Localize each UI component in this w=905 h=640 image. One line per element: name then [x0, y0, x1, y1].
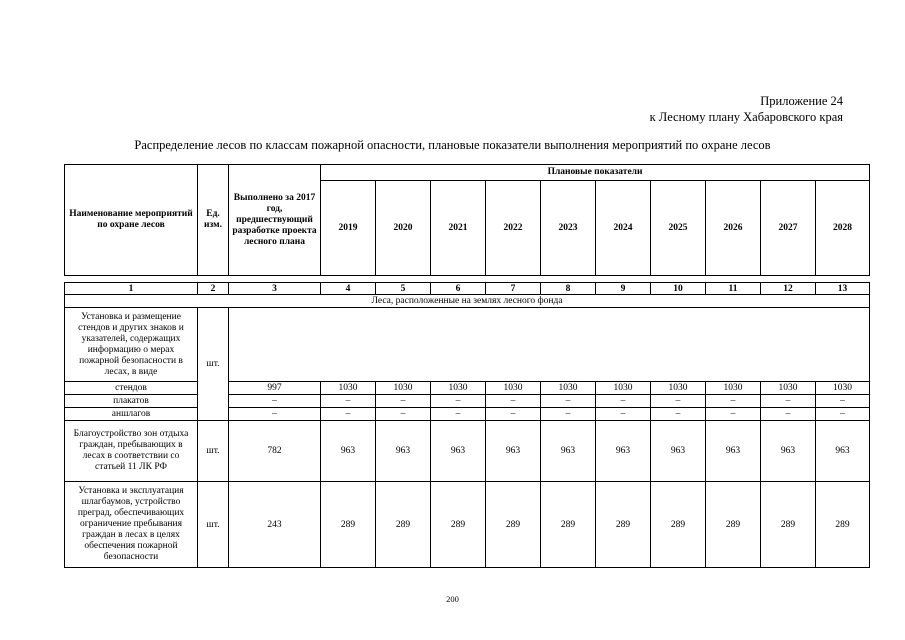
cell-value: 1030: [816, 382, 870, 395]
cell-value: 289: [541, 482, 596, 568]
cell-value: –: [816, 395, 870, 408]
cell-value: –: [541, 408, 596, 421]
cell-value: 1030: [431, 382, 486, 395]
cell-value: 1030: [321, 382, 376, 395]
cell-value: 289: [651, 482, 706, 568]
column-number: 3: [229, 283, 321, 295]
header-year: 2021: [431, 181, 486, 276]
header-done: Выполнено за 2017 год, предшествующий разработке проекта лесного плана: [229, 165, 321, 276]
header-name: Наименование мероприятий по охране лесов: [65, 165, 198, 276]
cell-value: 963: [816, 421, 870, 482]
column-number: 1: [65, 283, 198, 295]
cell-value: 963: [706, 421, 761, 482]
cell-value: 1030: [651, 382, 706, 395]
page-number: 200: [446, 594, 459, 604]
cell-value: 289: [761, 482, 816, 568]
cell-value: 963: [761, 421, 816, 482]
cell-value: –: [816, 408, 870, 421]
cell-value: –: [431, 395, 486, 408]
column-number: 5: [376, 283, 431, 295]
column-number: 4: [321, 283, 376, 295]
cell-value: –: [376, 408, 431, 421]
cell-value: 963: [376, 421, 431, 482]
cell-value: 289: [321, 482, 376, 568]
cell-value: 963: [596, 421, 651, 482]
cell-value: 1030: [376, 382, 431, 395]
row-name: Установка и эксплуатация шлагбаумов, устройство преград, обеспечивающих ограничение пребывания граждан в лесах в целях обеспечения пожарной безопасности: [65, 482, 198, 568]
row-unit: шт.: [198, 482, 229, 568]
fire-safety-plan-table: [64, 164, 870, 568]
cell-value: –: [706, 395, 761, 408]
header-year: 2028: [816, 181, 870, 276]
sub-row-name: аншлагов: [65, 408, 198, 421]
cell-value: 963: [651, 421, 706, 482]
cell-done: 782: [229, 421, 321, 482]
cell-value: –: [761, 395, 816, 408]
cell-value: –: [651, 395, 706, 408]
header-year: 2020: [376, 181, 431, 276]
column-number: 6: [431, 283, 486, 295]
row-unit: шт.: [198, 308, 229, 421]
column-number-row: [65, 283, 870, 295]
cell-value: 963: [541, 421, 596, 482]
cell-value: 289: [816, 482, 870, 568]
header-year: 2026: [706, 181, 761, 276]
header-year: 2027: [761, 181, 816, 276]
appendix-line-1: Приложение 24: [760, 94, 843, 108]
cell-done: –: [229, 408, 321, 421]
cell-value: –: [321, 408, 376, 421]
cell-value: –: [596, 395, 651, 408]
row-name: Установка и размещение стендов и других знаков и указателей, содержащих информацию о мерах пожарной безопасности в лесах, в виде: [65, 308, 198, 382]
cell-value: –: [321, 395, 376, 408]
section-header: Леса, расположенные на землях лесного фонда: [65, 295, 870, 308]
column-number: 13: [816, 283, 870, 295]
cell-value: 289: [486, 482, 541, 568]
cell-value: 963: [486, 421, 541, 482]
column-number: 8: [541, 283, 596, 295]
row-unit: шт.: [198, 421, 229, 482]
row-name: Благоустройство зон отдыха граждан, пребывающих в лесах в соответствии со статьей 11 ЛК РФ: [65, 421, 198, 482]
cell-done: 243: [229, 482, 321, 568]
header-unit: Ед. изм.: [198, 165, 229, 276]
cell-value: 963: [321, 421, 376, 482]
cell-value: 1030: [706, 382, 761, 395]
cell-done: 997: [229, 382, 321, 395]
cell-value: –: [706, 408, 761, 421]
sub-row-name: стендов: [65, 382, 198, 395]
cell-value: –: [376, 395, 431, 408]
appendix-line-2: к Лесному плану Хабаровского края: [649, 110, 843, 124]
cell-value: –: [486, 395, 541, 408]
cell-value: –: [541, 395, 596, 408]
cell-value: 963: [431, 421, 486, 482]
cell-value: 289: [431, 482, 486, 568]
header-year: 2023: [541, 181, 596, 276]
table-row: [65, 421, 870, 482]
header-year: 2024: [596, 181, 651, 276]
cell-value: –: [596, 408, 651, 421]
document-title: Распределение лесов по классам пожарной опасности, плановые показатели выполнения мероприятий по охране лесов: [134, 138, 771, 152]
cell-value: 289: [706, 482, 761, 568]
appendix-label: [650, 93, 843, 125]
header-planned: Плановые показатели: [321, 165, 870, 181]
header-year: 2025: [651, 181, 706, 276]
table-row: [65, 482, 870, 568]
table-row: [65, 308, 870, 382]
cell-done: –: [229, 395, 321, 408]
sub-row-name: плакатов: [65, 395, 198, 408]
cell-value: 289: [596, 482, 651, 568]
cell-value: –: [761, 408, 816, 421]
cell-value: –: [651, 408, 706, 421]
column-number: 12: [761, 283, 816, 295]
cell-value: 1030: [596, 382, 651, 395]
cell-value: 1030: [486, 382, 541, 395]
header-year: 2019: [321, 181, 376, 276]
cell-value: 1030: [541, 382, 596, 395]
cell-value: 1030: [761, 382, 816, 395]
header-year: 2022: [486, 181, 541, 276]
table-row: [65, 408, 870, 421]
table-row: [65, 395, 870, 408]
column-number: 11: [706, 283, 761, 295]
column-number: 10: [651, 283, 706, 295]
cell-value: –: [486, 408, 541, 421]
table-row: [65, 382, 870, 395]
cell-value: –: [431, 408, 486, 421]
column-number: 7: [486, 283, 541, 295]
column-number: 2: [198, 283, 229, 295]
column-number: 9: [596, 283, 651, 295]
cell-value: 289: [376, 482, 431, 568]
